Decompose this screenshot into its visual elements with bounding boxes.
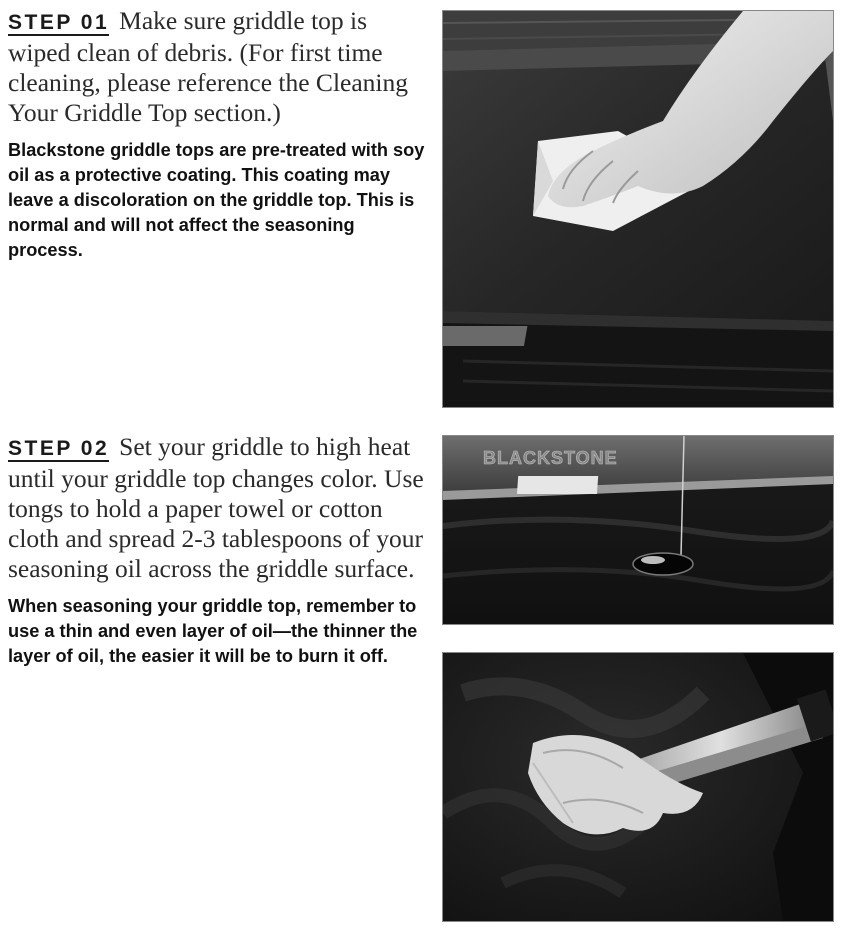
step-02-text [8,432,428,584]
step-01-text [8,6,428,128]
tongs-spreading-oil-photo [442,652,834,922]
step-01-note: Blackstone griddle tops are pre-treated with soy oil as a protective coating. This coating may leave a discoloration on the griddle top. This is normal and will not affect the seasoning process. [8,140,425,260]
blackstone-brand-text: BLACKSTONE [483,448,618,468]
oil-pouring-photo [442,435,834,625]
step-02-section [8,432,428,669]
step-02-note: When seasoning your griddle top, remember to use a thin and even layer of oil—the thinner the layer of oil, the easier it will be to burn it off. [8,596,418,666]
step-01-section [8,6,428,263]
step-01-instruction: Make sure griddle top is wiped clean of debris. (For first time cleaning, please reference the Cleaning Your Griddle Top section.) [8,6,408,127]
step-02-label: STEP 02 [8,437,110,460]
wiping-griddle-photo [442,10,834,408]
step-02-instruction: Set your griddle to high heat until your griddle top changes color. Use tongs to hold a paper towel or cotton cloth and spread 2-3 tablespoons of your seasoning oil across the griddle surface. [8,432,424,583]
step-01-label: STEP 01 [8,11,110,34]
